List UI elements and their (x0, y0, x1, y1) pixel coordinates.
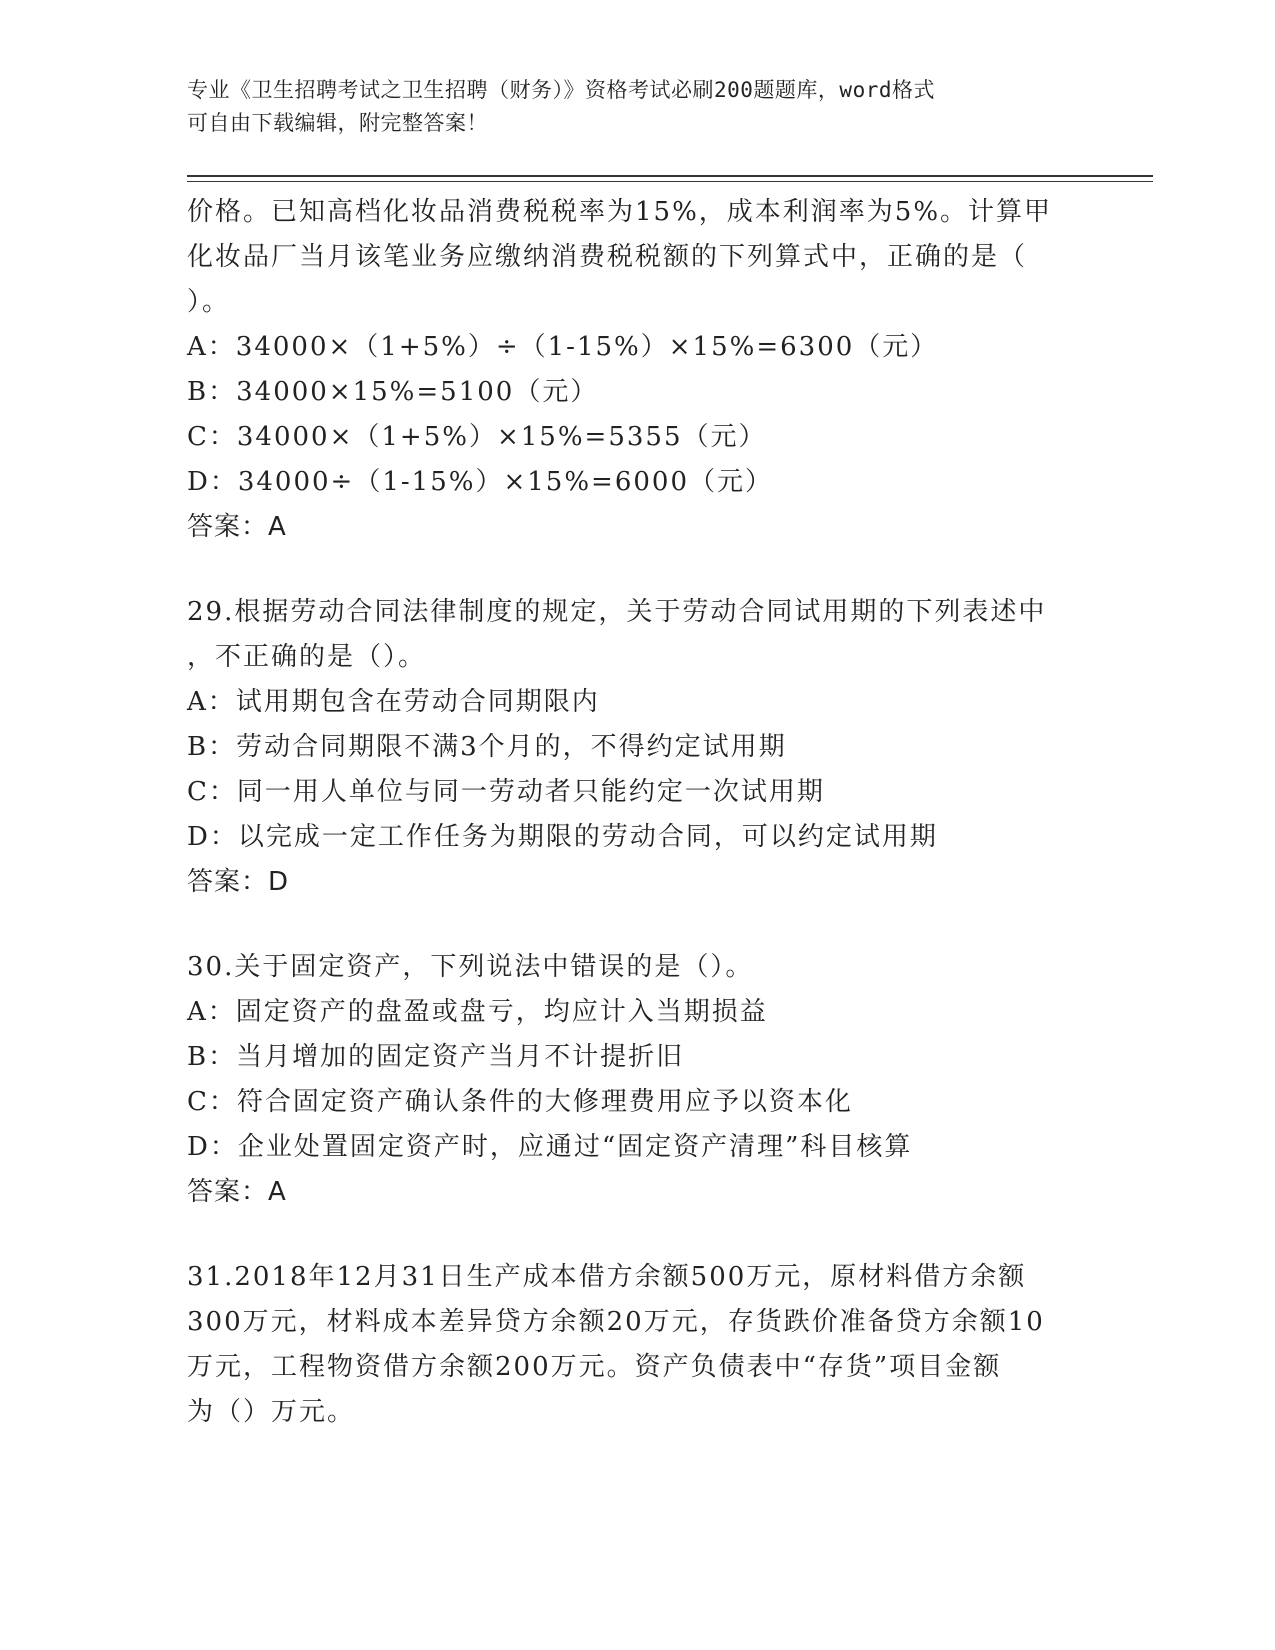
option-a: A：固定资产的盘盈或盘亏，均应计入当期损益 (187, 997, 768, 1027)
question-text-line: 29.根据劳动合同法律制度的规定，关于劳动合同试用期的下列表述中 (187, 597, 1047, 627)
answer-line: 答案：A (187, 1177, 287, 1207)
question-text-line: ，不正确的是（）。 (187, 642, 427, 672)
header-line: 可自由下载编辑，附完整答案！ (187, 111, 488, 135)
option-a: A：34000×（1+5%）÷（1-15%）×15%=6300（元） (187, 332, 939, 362)
header-rule-thin (187, 181, 1153, 182)
page-header (187, 74, 1067, 140)
question-spacer (187, 550, 1087, 590)
question-text-line: 化妆品厂当月该笔业务应缴纳消费税税额的下列算式中，正确的是（ (187, 242, 1028, 272)
question-31 (187, 1255, 1087, 1435)
question-text-line: 31.2018年12月31日生产成本借方余额500万元，原材料借方余额 (187, 1262, 1027, 1292)
header-rule-thick (187, 175, 1153, 177)
question-30 (187, 945, 1087, 1215)
question-text-line: 为（）万元。 (187, 1397, 356, 1427)
question-spacer (187, 1215, 1087, 1255)
question-text-line: ）。 (187, 287, 231, 317)
option-d: D：以完成一定工作任务为期限的劳动合同，可以约定试用期 (187, 822, 938, 852)
option-d: D：企业处置固定资产时，应通过“固定资产清理”科目核算 (187, 1132, 913, 1162)
answer-line: 答案：D (187, 867, 290, 897)
header-line: 专业《卫生招聘考试之卫生招聘（财务）》资格考试必刷200题题库，word格式 (187, 78, 935, 102)
option-d: D：34000÷（1-15%）×15%=6000（元） (187, 467, 773, 497)
question-content (187, 190, 1087, 1435)
question-spacer (187, 905, 1087, 945)
option-b: B：34000×15%=5100（元） (187, 377, 599, 407)
answer-line: 答案：A (187, 512, 287, 542)
question-28 (187, 190, 1087, 550)
option-c: C：符合固定资产确认条件的大修理费用应予以资本化 (187, 1087, 853, 1117)
option-a: A：试用期包含在劳动合同期限内 (187, 687, 600, 717)
option-b: B：当月增加的固定资产当月不计提折旧 (187, 1042, 685, 1072)
question-text-line: 30.关于固定资产，下列说法中错误的是（）。 (187, 952, 754, 982)
question-text-line: 300万元，材料成本差异贷方余额20万元，存货跌价准备贷方余额10 (187, 1307, 1045, 1337)
option-c: C：同一用人单位与同一劳动者只能约定一次试用期 (187, 777, 825, 807)
option-b: B：劳动合同期限不满3个月的，不得约定试用期 (187, 732, 787, 762)
option-c: C：34000×（1+5%）×15%=5355（元） (187, 422, 767, 452)
question-29 (187, 590, 1087, 905)
question-text-line: 万元，工程物资借方余额200万元。资产负债表中“存货”项目金额 (187, 1352, 1002, 1382)
question-text-line: 价格。已知高档化妆品消费税税率为15%，成本利润率为5%。计算甲 (187, 197, 1053, 227)
